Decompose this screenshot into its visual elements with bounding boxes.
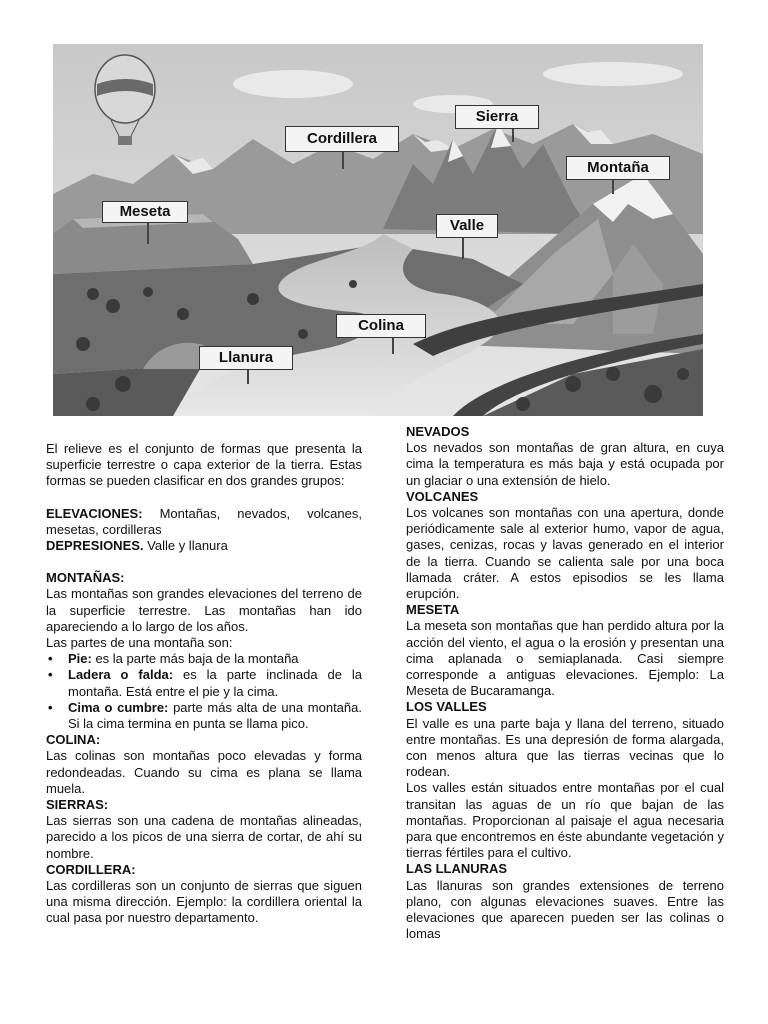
parte-text: es la parte más baja de la montaña — [91, 651, 299, 667]
parte-term: Pie: — [68, 651, 92, 667]
meseta-paragraph: La meseta son montañas que han perdido altura por la acción del viento, el agua o la erosión y presentan una cima aplanada o semiaplanada. Casi siempre corresponde a antiguas elevaciones. Ejemplo: La Meseta de Bucaramanga. — [406, 618, 724, 699]
meseta-heading: MESETA — [406, 602, 460, 618]
relief-illustration — [53, 44, 703, 416]
parte-term: Cima o cumbre: — [68, 699, 169, 715]
llanuras-heading: LAS LLANURAS — [406, 861, 508, 877]
label-valle: Valle — [436, 214, 498, 238]
list-item — [46, 667, 362, 699]
montanas-paragraph: Las montañas son grandes elevaciones del terreno de la superficie terrestre. Las montañas han ido apareciendo a lo largo de los años. — [46, 586, 362, 634]
elevaciones-text: Montañas, nevados, volcanes, mesetas, cordilleras — [46, 505, 362, 537]
label-cordillera: Cordillera — [285, 126, 399, 152]
sierras-heading: SIERRAS: — [46, 797, 109, 813]
parte-term: Ladera o falda: — [68, 667, 174, 683]
label-llanura: Llanura — [199, 346, 293, 370]
label-meseta: Meseta — [102, 201, 188, 223]
colina-paragraph: Las colinas son montañas poco elevadas y forma redondeadas. Cuando su cima es plana se llama muela. — [46, 748, 362, 796]
parte-text: es la parte inclinada de la montaña. Está entre el pie y la cima. — [68, 667, 362, 699]
intro-paragraph: El relieve es el conjunto de formas que presenta la superficie terrestre o capa exterior de la tierra. Estas formas se pueden clasificar en dos grandes grupos: — [46, 441, 362, 489]
valles-paragraph-2: Los valles están situados entre montañas por el cual transitan las aguas de un río que bajan de las montañas. Proporcionan al paisaje el agua necesaria para que encontremos en éste abundante vegetación y tierras fértiles para el cultivo. — [406, 780, 725, 861]
montanas-heading: MONTAÑAS: — [46, 570, 125, 586]
depresiones-line — [46, 538, 362, 554]
colina-heading: COLINA: — [46, 732, 101, 748]
right-column — [406, 424, 724, 943]
label-montana: Montaña — [566, 156, 670, 180]
volcanes-paragraph: Los volcanes son montañas con una apertura, donde periódicamente sale al exterior humo, vapor de agua, gases, cenizas, rocas y lavas generado en el interior de la tierra. Cuando se calienta sale por una boca llamada cráter. A estos episodios se les llama erupción. — [406, 505, 724, 602]
partes-intro: Las partes de una montaña son: — [46, 635, 233, 651]
valles-paragraph-1: El valle es una parte baja y llana del terreno, situado entre montañas. Es una depresión de forma alargada, con menos altura que las tierras vecinas que lo rodean. — [406, 715, 724, 780]
landscape-drawing — [53, 44, 703, 416]
list-item — [46, 651, 362, 667]
elevaciones-line — [46, 506, 362, 538]
left-column — [46, 441, 362, 927]
cordillera-heading: CORDILLERA: — [46, 861, 136, 877]
nevados-heading: NEVADOS — [406, 424, 470, 439]
parte-text: parte más alta de una montaña. Si la cima termina en punta se llama pico. — [68, 699, 362, 732]
list-item — [46, 700, 362, 732]
sierras-paragraph: Las sierras son una cadena de montañas alineadas, parecido a los picos de una sierra de cortar, de ahí su nombre. — [46, 813, 362, 861]
elevaciones-label: ELEVACIONES: — [46, 505, 143, 521]
depresiones-label: DEPRESIONES. — [46, 538, 144, 554]
nevados-paragraph: Los nevados son montañas de gran altura, en cuya cima la temperatura es más baja y está ocupada por un glaciar o una extensión de hielo. — [406, 440, 724, 488]
cordillera-paragraph: Las cordilleras son un conjunto de sierras que siguen una misma dirección. Ejemplo: la cordillera oriental la cual pasa por nuestro departamento. — [46, 878, 362, 926]
partes-list — [46, 651, 362, 732]
label-sierra: Sierra — [455, 105, 539, 129]
llanuras-paragraph: Las llanuras son grandes extensiones de terreno plano, con algunas elevaciones suaves. Entre las elevaciones que aparecen pueden ser las colinas o lomas — [406, 877, 724, 942]
label-colina: Colina — [336, 314, 426, 338]
volcanes-heading: VOLCANES — [406, 488, 479, 504]
depresiones-text: Valle y llanura — [143, 538, 228, 554]
valles-heading: LOS VALLES — [406, 699, 487, 715]
